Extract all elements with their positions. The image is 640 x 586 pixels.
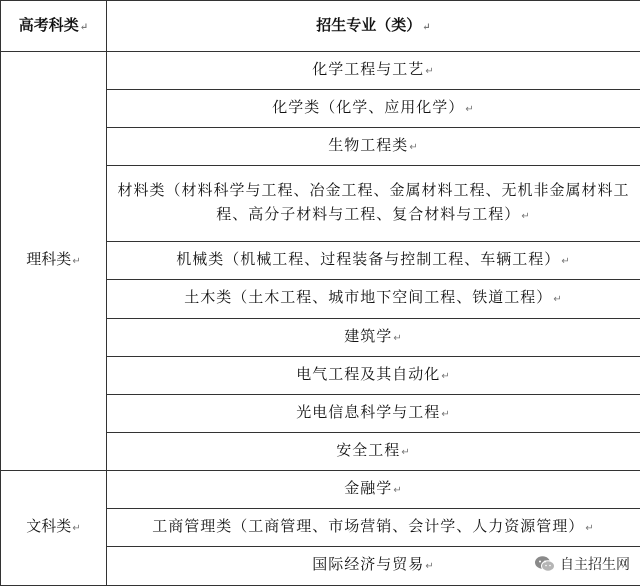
- wechat-icon: [534, 555, 556, 573]
- major-cell: 安全工程↵: [107, 432, 640, 470]
- header-majors: 招生专业（类）↵: [107, 1, 640, 52]
- major-cell: 电气工程及其自动化↵: [107, 356, 640, 394]
- header-row: [1, 1, 640, 52]
- header-category: 高考科类↵: [1, 1, 107, 52]
- category-cell: 理科类↵: [1, 52, 107, 471]
- major-cell: 国际经济与贸易↵: [107, 546, 640, 585]
- major-cell: 化学工程与工艺↵: [107, 52, 640, 90]
- major-cell: 化学类（化学、应用化学）↵: [107, 90, 640, 128]
- major-cell: 材料类（材料科学与工程、冶金工程、金属材料工程、无机非金属材料工程、高分子材料与工程、复合材料与工程）↵: [107, 166, 640, 242]
- major-cell: 机械类（机械工程、过程装备与控制工程、车辆工程）↵: [107, 242, 640, 280]
- major-cell: 土木类（土木工程、城市地下空间工程、铁道工程）↵: [107, 280, 640, 318]
- table-row: [1, 470, 640, 508]
- table-row: [1, 52, 640, 90]
- category-cell: 文科类↵: [1, 470, 107, 585]
- major-cell: 工商管理类（工商管理、市场营销、会计学、人力资源管理）↵: [107, 508, 640, 546]
- major-cell: 生物工程类↵: [107, 128, 640, 166]
- watermark-text: 自主招生网: [560, 557, 630, 573]
- major-cell: 建筑学↵: [107, 318, 640, 356]
- major-cell: 光电信息科学与工程↵: [107, 394, 640, 432]
- watermark: [530, 552, 634, 576]
- major-cell: 金融学↵: [107, 470, 640, 508]
